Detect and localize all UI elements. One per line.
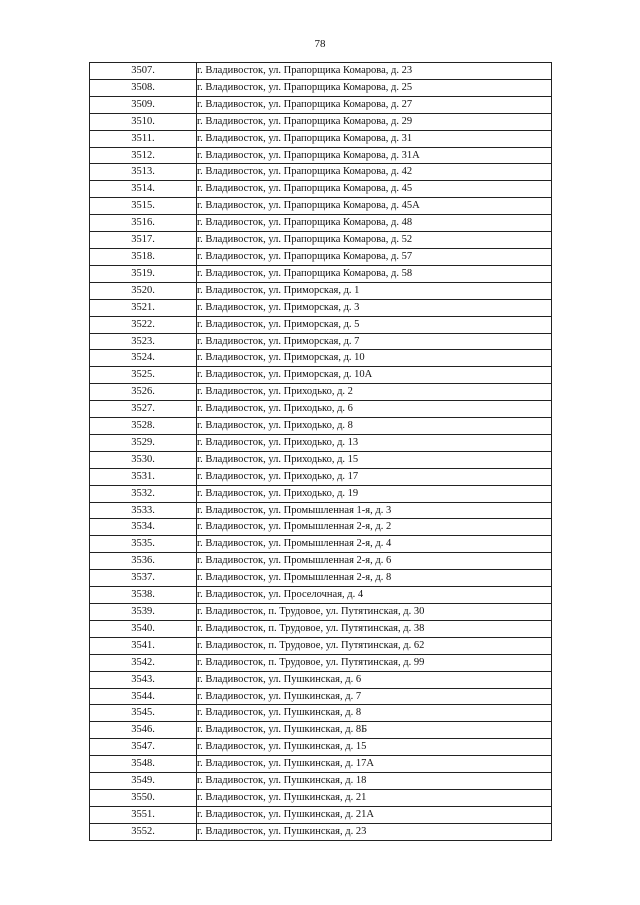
address-table bbox=[89, 62, 552, 841]
row-address: г. Владивосток, ул. Промышленная 1-я, д. 3 bbox=[197, 502, 552, 519]
row-number: 3544. bbox=[90, 688, 197, 705]
row-number: 3539. bbox=[90, 604, 197, 621]
table-row bbox=[90, 367, 552, 384]
row-address: г. Владивосток, ул. Приморская, д. 10 bbox=[197, 350, 552, 367]
row-address: г. Владивосток, ул. Промышленная 2-я, д. 8 bbox=[197, 570, 552, 587]
row-number: 3510. bbox=[90, 113, 197, 130]
row-number: 3518. bbox=[90, 248, 197, 265]
row-address: г. Владивосток, ул. Пушкинская, д. 6 bbox=[197, 671, 552, 688]
row-number: 3547. bbox=[90, 739, 197, 756]
row-number: 3541. bbox=[90, 637, 197, 654]
row-number: 3511. bbox=[90, 130, 197, 147]
table-row bbox=[90, 688, 552, 705]
table-row bbox=[90, 164, 552, 181]
table-row bbox=[90, 823, 552, 840]
table-row bbox=[90, 570, 552, 587]
table-row bbox=[90, 553, 552, 570]
row-address: г. Владивосток, ул. Пушкинская, д. 23 bbox=[197, 823, 552, 840]
row-address: г. Владивосток, ул. Приходько, д. 19 bbox=[197, 485, 552, 502]
row-number: 3545. bbox=[90, 705, 197, 722]
row-address: г. Владивосток, ул. Прапорщика Комарова, д. 31А bbox=[197, 147, 552, 164]
table-row bbox=[90, 604, 552, 621]
row-number: 3521. bbox=[90, 299, 197, 316]
row-number: 3536. bbox=[90, 553, 197, 570]
row-address: г. Владивосток, ул. Прапорщика Комарова, д. 31 bbox=[197, 130, 552, 147]
row-address: г. Владивосток, ул. Прапорщика Комарова, д. 57 bbox=[197, 248, 552, 265]
table-row bbox=[90, 587, 552, 604]
row-address: г. Владивосток, ул. Приморская, д. 1 bbox=[197, 282, 552, 299]
row-address: г. Владивосток, п. Трудовое, ул. Путятинская, д. 99 bbox=[197, 654, 552, 671]
row-address: г. Владивосток, ул. Проселочная, д. 4 bbox=[197, 587, 552, 604]
table-row bbox=[90, 502, 552, 519]
row-address: г. Владивосток, ул. Промышленная 2-я, д. 6 bbox=[197, 553, 552, 570]
row-number: 3512. bbox=[90, 147, 197, 164]
row-number: 3507. bbox=[90, 63, 197, 80]
row-address: г. Владивосток, ул. Прапорщика Комарова, д. 58 bbox=[197, 265, 552, 282]
row-number: 3520. bbox=[90, 282, 197, 299]
row-number: 3528. bbox=[90, 418, 197, 435]
table-row bbox=[90, 79, 552, 96]
row-address: г. Владивосток, ул. Промышленная 2-я, д. 4 bbox=[197, 536, 552, 553]
table-row bbox=[90, 519, 552, 536]
row-address: г. Владивосток, ул. Приморская, д. 10А bbox=[197, 367, 552, 384]
row-address: г. Владивосток, ул. Пушкинская, д. 17А bbox=[197, 756, 552, 773]
row-number: 3514. bbox=[90, 181, 197, 198]
row-number: 3542. bbox=[90, 654, 197, 671]
row-number: 3533. bbox=[90, 502, 197, 519]
table-row bbox=[90, 96, 552, 113]
row-number: 3531. bbox=[90, 468, 197, 485]
row-address: г. Владивосток, ул. Прапорщика Комарова, д. 48 bbox=[197, 215, 552, 232]
table-row bbox=[90, 806, 552, 823]
table-row bbox=[90, 248, 552, 265]
table-row bbox=[90, 671, 552, 688]
table-row bbox=[90, 232, 552, 249]
row-address: г. Владивосток, ул. Пушкинская, д. 8Б bbox=[197, 722, 552, 739]
row-number: 3523. bbox=[90, 333, 197, 350]
row-number: 3527. bbox=[90, 401, 197, 418]
row-address: г. Владивосток, ул. Пушкинская, д. 18 bbox=[197, 773, 552, 790]
row-number: 3515. bbox=[90, 198, 197, 215]
row-address: г. Владивосток, ул. Прапорщика Комарова, д. 42 bbox=[197, 164, 552, 181]
row-number: 3519. bbox=[90, 265, 197, 282]
row-address: г. Владивосток, ул. Приморская, д. 3 bbox=[197, 299, 552, 316]
row-number: 3534. bbox=[90, 519, 197, 536]
row-address: г. Владивосток, ул. Пушкинская, д. 8 bbox=[197, 705, 552, 722]
table-row bbox=[90, 637, 552, 654]
row-number: 3532. bbox=[90, 485, 197, 502]
row-number: 3538. bbox=[90, 587, 197, 604]
table-row bbox=[90, 316, 552, 333]
row-address: г. Владивосток, ул. Приходько, д. 2 bbox=[197, 384, 552, 401]
row-number: 3540. bbox=[90, 620, 197, 637]
table-row bbox=[90, 265, 552, 282]
row-number: 3543. bbox=[90, 671, 197, 688]
row-address: г. Владивосток, ул. Приморская, д. 5 bbox=[197, 316, 552, 333]
table-row bbox=[90, 722, 552, 739]
table-row bbox=[90, 485, 552, 502]
row-address: г. Владивосток, п. Трудовое, ул. Путятинская, д. 30 bbox=[197, 604, 552, 621]
table-row bbox=[90, 147, 552, 164]
table-row bbox=[90, 401, 552, 418]
row-address: г. Владивосток, ул. Прапорщика Комарова, д. 27 bbox=[197, 96, 552, 113]
row-number: 3509. bbox=[90, 96, 197, 113]
row-number: 3529. bbox=[90, 434, 197, 451]
row-address: г. Владивосток, ул. Приходько, д. 13 bbox=[197, 434, 552, 451]
table-row bbox=[90, 350, 552, 367]
table-row bbox=[90, 705, 552, 722]
row-address: г. Владивосток, ул. Пушкинская, д. 15 bbox=[197, 739, 552, 756]
row-number: 3530. bbox=[90, 451, 197, 468]
table-row bbox=[90, 773, 552, 790]
row-number: 3513. bbox=[90, 164, 197, 181]
table-row bbox=[90, 130, 552, 147]
table-row bbox=[90, 536, 552, 553]
row-number: 3516. bbox=[90, 215, 197, 232]
row-address: г. Владивосток, п. Трудовое, ул. Путятинская, д. 38 bbox=[197, 620, 552, 637]
row-address: г. Владивосток, ул. Промышленная 2-я, д. 2 bbox=[197, 519, 552, 536]
row-number: 3546. bbox=[90, 722, 197, 739]
row-address: г. Владивосток, ул. Приходько, д. 6 bbox=[197, 401, 552, 418]
row-number: 3524. bbox=[90, 350, 197, 367]
table-row bbox=[90, 384, 552, 401]
row-number: 3552. bbox=[90, 823, 197, 840]
row-address: г. Владивосток, п. Трудовое, ул. Путятинская, д. 62 bbox=[197, 637, 552, 654]
row-number: 3550. bbox=[90, 789, 197, 806]
row-number: 3537. bbox=[90, 570, 197, 587]
row-address: г. Владивосток, ул. Приморская, д. 7 bbox=[197, 333, 552, 350]
table-row bbox=[90, 333, 552, 350]
row-address: г. Владивосток, ул. Прапорщика Комарова, д. 52 bbox=[197, 232, 552, 249]
row-number: 3525. bbox=[90, 367, 197, 384]
row-address: г. Владивосток, ул. Прапорщика Комарова, д. 29 bbox=[197, 113, 552, 130]
table-row bbox=[90, 215, 552, 232]
row-number: 3551. bbox=[90, 806, 197, 823]
row-number: 3517. bbox=[90, 232, 197, 249]
table-row bbox=[90, 756, 552, 773]
table-row bbox=[90, 113, 552, 130]
row-address: г. Владивосток, ул. Прапорщика Комарова, д. 25 bbox=[197, 79, 552, 96]
table-row bbox=[90, 299, 552, 316]
row-number: 3535. bbox=[90, 536, 197, 553]
table-row bbox=[90, 434, 552, 451]
row-number: 3526. bbox=[90, 384, 197, 401]
table-row bbox=[90, 451, 552, 468]
table-row bbox=[90, 181, 552, 198]
row-address: г. Владивосток, ул. Пушкинская, д. 21А bbox=[197, 806, 552, 823]
table-row bbox=[90, 789, 552, 806]
table-row bbox=[90, 418, 552, 435]
row-number: 3508. bbox=[90, 79, 197, 96]
table-row bbox=[90, 468, 552, 485]
address-table-body bbox=[90, 63, 552, 841]
row-address: г. Владивосток, ул. Прапорщика Комарова, д. 45 bbox=[197, 181, 552, 198]
row-number: 3549. bbox=[90, 773, 197, 790]
table-row bbox=[90, 63, 552, 80]
row-number: 3522. bbox=[90, 316, 197, 333]
table-row bbox=[90, 198, 552, 215]
row-address: г. Владивосток, ул. Прапорщика Комарова, д. 45А bbox=[197, 198, 552, 215]
page-number: 78 bbox=[314, 38, 326, 50]
row-address: г. Владивосток, ул. Пушкинская, д. 21 bbox=[197, 789, 552, 806]
table-row bbox=[90, 282, 552, 299]
row-address: г. Владивосток, ул. Прапорщика Комарова, д. 23 bbox=[197, 63, 552, 80]
table-row bbox=[90, 620, 552, 637]
row-address: г. Владивосток, ул. Приходько, д. 17 bbox=[197, 468, 552, 485]
table-row bbox=[90, 739, 552, 756]
row-address: г. Владивосток, ул. Приходько, д. 8 bbox=[197, 418, 552, 435]
table-row bbox=[90, 654, 552, 671]
row-address: г. Владивосток, ул. Пушкинская, д. 7 bbox=[197, 688, 552, 705]
row-address: г. Владивосток, ул. Приходько, д. 15 bbox=[197, 451, 552, 468]
row-number: 3548. bbox=[90, 756, 197, 773]
